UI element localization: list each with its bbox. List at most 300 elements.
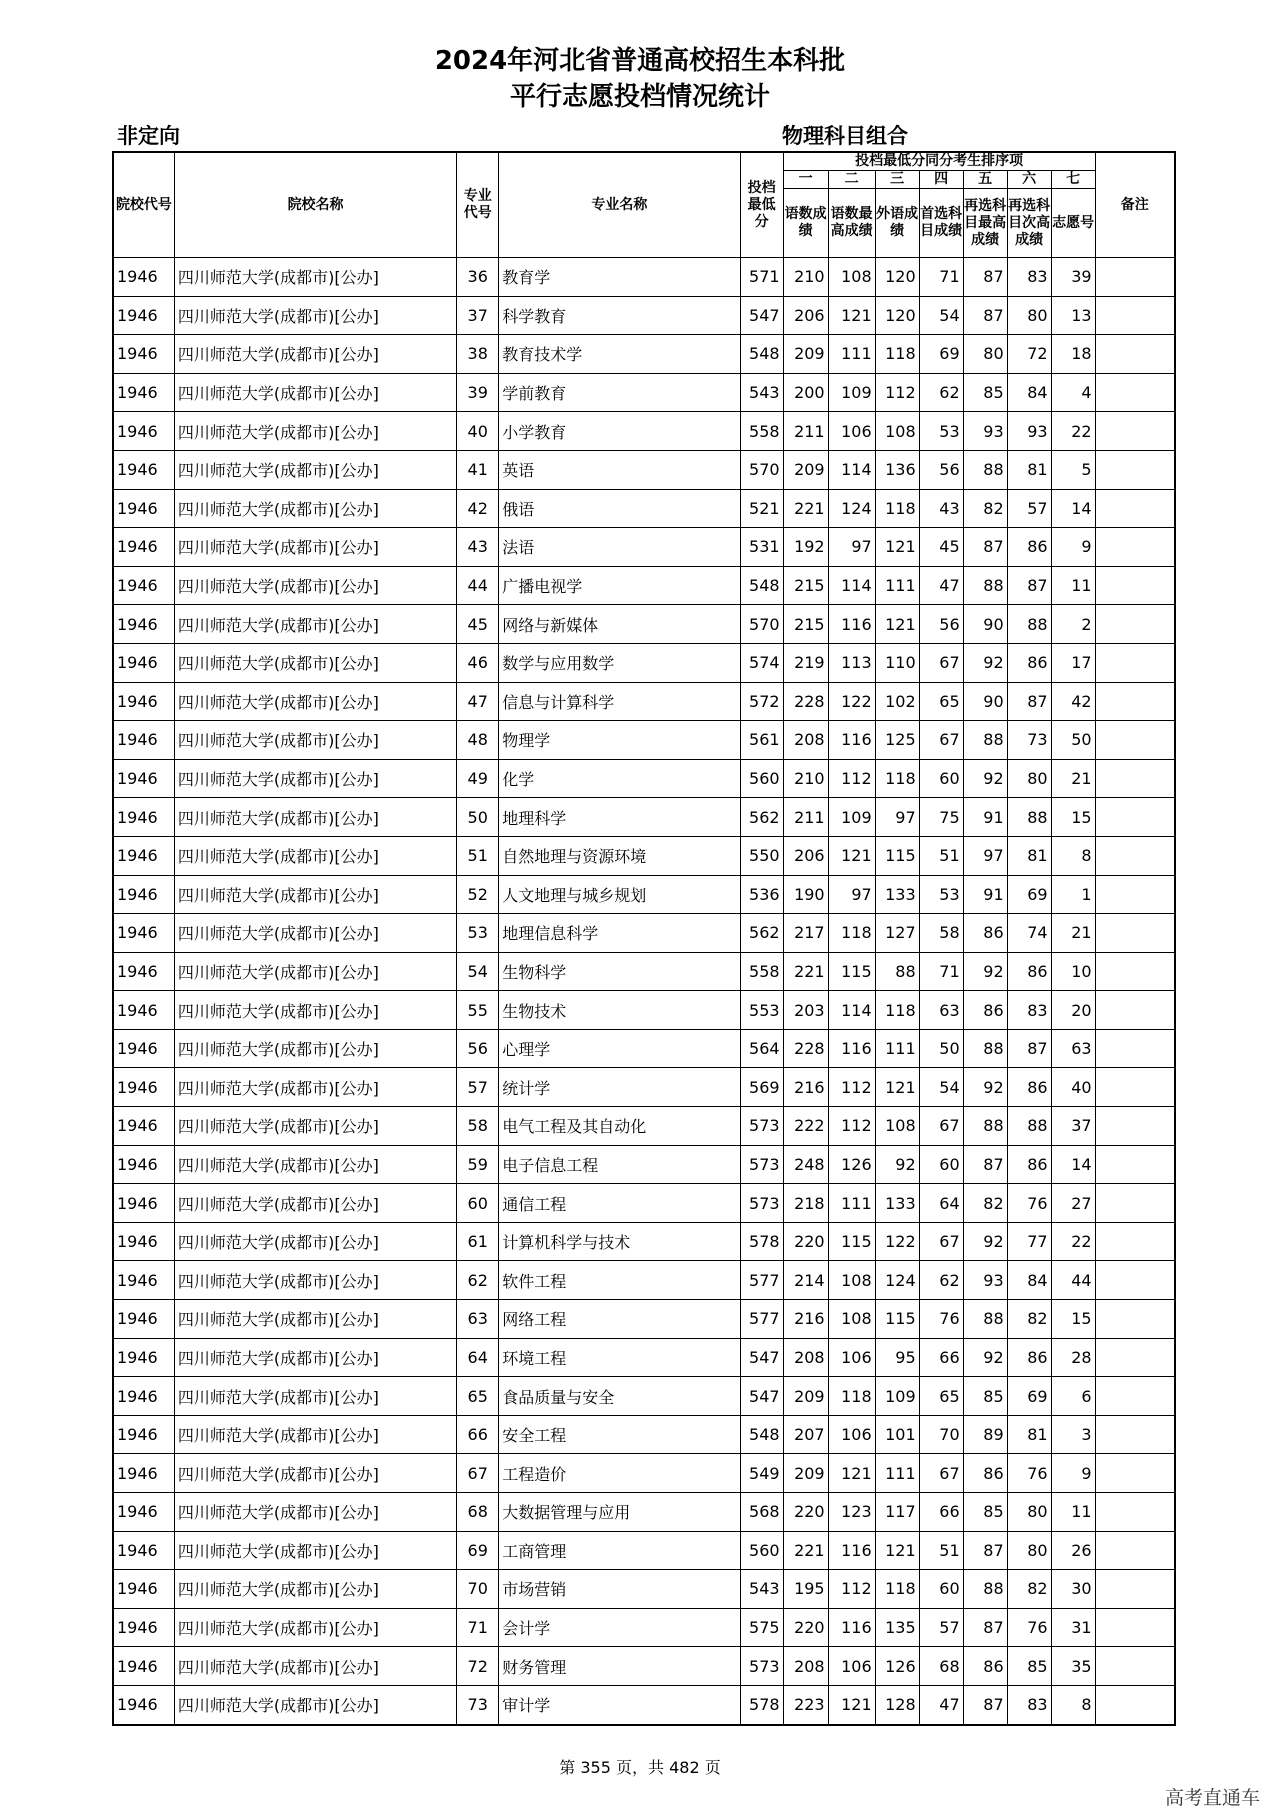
- table-row: [113, 1222, 1175, 1261]
- cell-rank6: 83: [1007, 1685, 1051, 1724]
- cell-rank5: 93: [963, 412, 1007, 451]
- cell-rank5: 88: [963, 1570, 1007, 1609]
- cell-rank7: 15: [1051, 798, 1095, 837]
- table-row: [113, 1608, 1175, 1647]
- cell-rank2: 111: [828, 1184, 875, 1223]
- cell-school-name: 四川师范大学(成都市)[公办]: [174, 566, 456, 605]
- table-row: [113, 643, 1175, 682]
- header-major-code: 专业代号: [457, 152, 499, 258]
- cell-rank4: 62: [919, 373, 963, 412]
- table-row: [113, 605, 1175, 644]
- cell-min-score: 553: [740, 991, 783, 1030]
- cell-rank3: 111: [875, 566, 919, 605]
- cell-rank3: 135: [875, 1608, 919, 1647]
- cell-major-name: 统计学: [499, 1068, 740, 1107]
- cell-rank4: 66: [919, 1338, 963, 1377]
- cell-rank2: 112: [828, 1068, 875, 1107]
- cell-min-score: 548: [740, 335, 783, 374]
- cell-rank1: 208: [783, 1338, 828, 1377]
- cell-rank3: 108: [875, 1107, 919, 1146]
- cell-rank6: 87: [1007, 682, 1051, 721]
- cell-min-score: 558: [740, 952, 783, 991]
- cell-school-name: 四川师范大学(成都市)[公办]: [174, 643, 456, 682]
- cell-rank7: 44: [1051, 1261, 1095, 1300]
- cell-rank7: 35: [1051, 1647, 1095, 1686]
- cell-min-score: 570: [740, 450, 783, 489]
- cell-rank2: 114: [828, 566, 875, 605]
- cell-major-name: 教育技术学: [499, 335, 740, 374]
- cell-school-name: 四川师范大学(成都市)[公办]: [174, 1647, 456, 1686]
- cell-major-name: 工程造价: [499, 1454, 740, 1493]
- cell-school-code: 1946: [113, 605, 174, 644]
- cell-rank5: 85: [963, 1493, 1007, 1532]
- cell-school-code: 1946: [113, 489, 174, 528]
- cell-school-code: 1946: [113, 1145, 174, 1184]
- cell-major-name: 财务管理: [499, 1647, 740, 1686]
- table-row: [113, 1068, 1175, 1107]
- header-rank-group: 投档最低分同分考生排序项: [783, 152, 1095, 171]
- cell-rank2: 97: [828, 875, 875, 914]
- cell-rank1: 192: [783, 528, 828, 567]
- cell-rank1: 215: [783, 566, 828, 605]
- table-row: [113, 1261, 1175, 1300]
- cell-remark: [1095, 605, 1175, 644]
- cell-rank1: 211: [783, 412, 828, 451]
- table-row: [113, 1570, 1175, 1609]
- header-rank-7: 七: [1051, 171, 1095, 189]
- cell-rank5: 88: [963, 450, 1007, 489]
- cell-rank3: 121: [875, 528, 919, 567]
- cell-rank7: 20: [1051, 991, 1095, 1030]
- cell-remark: [1095, 1029, 1175, 1068]
- header-rank-item-7: 志愿号: [1051, 189, 1095, 258]
- cell-rank7: 27: [1051, 1184, 1095, 1223]
- header-rank-4: 四: [919, 171, 963, 189]
- cell-rank5: 89: [963, 1415, 1007, 1454]
- page-title-line2: 平行志愿投档情况统计: [509, 82, 770, 112]
- cell-school-name: 四川师范大学(成都市)[公办]: [174, 1068, 456, 1107]
- cell-school-code: 1946: [113, 1068, 174, 1107]
- cell-rank6: 86: [1007, 643, 1051, 682]
- cell-rank3: 109: [875, 1377, 919, 1416]
- cell-rank2: 116: [828, 1029, 875, 1068]
- cell-major-name: 安全工程: [499, 1415, 740, 1454]
- cell-rank1: 221: [783, 489, 828, 528]
- cell-school-code: 1946: [113, 1107, 174, 1146]
- cell-school-name: 四川师范大学(成都市)[公办]: [174, 914, 456, 953]
- cell-school-name: 四川师范大学(成都市)[公办]: [174, 1338, 456, 1377]
- cell-rank2: 121: [828, 296, 875, 335]
- cell-rank4: 51: [919, 836, 963, 875]
- cell-rank7: 31: [1051, 1608, 1095, 1647]
- cell-rank2: 116: [828, 1531, 875, 1570]
- cell-rank5: 80: [963, 335, 1007, 374]
- cell-rank3: 122: [875, 1222, 919, 1261]
- cell-rank4: 47: [919, 1685, 963, 1724]
- cell-rank6: 76: [1007, 1454, 1051, 1493]
- cell-school-code: 1946: [113, 682, 174, 721]
- cell-school-name: 四川师范大学(成都市)[公办]: [174, 1570, 456, 1609]
- table-row: [113, 798, 1175, 837]
- header-rank-3: 三: [875, 171, 919, 189]
- cell-rank3: 121: [875, 1068, 919, 1107]
- cell-major-code: 62: [457, 1261, 499, 1300]
- cell-min-score: 560: [740, 1531, 783, 1570]
- cell-remark: [1095, 836, 1175, 875]
- cell-major-code: 51: [457, 836, 499, 875]
- cell-rank6: 80: [1007, 1493, 1051, 1532]
- header-major-name: 专业名称: [499, 152, 740, 258]
- cell-remark: [1095, 991, 1175, 1030]
- cell-rank2: 123: [828, 1493, 875, 1532]
- cell-rank5: 92: [963, 1222, 1007, 1261]
- cell-rank3: 118: [875, 335, 919, 374]
- cell-rank4: 65: [919, 1377, 963, 1416]
- cell-rank6: 82: [1007, 1570, 1051, 1609]
- cell-rank6: 57: [1007, 489, 1051, 528]
- cell-school-name: 四川师范大学(成都市)[公办]: [174, 952, 456, 991]
- cell-rank6: 86: [1007, 1338, 1051, 1377]
- cell-major-name: 食品质量与安全: [499, 1377, 740, 1416]
- header-school-code: 院校代号: [113, 152, 174, 258]
- cell-rank4: 60: [919, 1145, 963, 1184]
- cell-rank4: 60: [919, 759, 963, 798]
- header-rank-item-5: 再选科目最高成绩: [963, 189, 1007, 258]
- cell-rank2: 114: [828, 450, 875, 489]
- cell-rank7: 14: [1051, 1145, 1095, 1184]
- cell-rank4: 75: [919, 798, 963, 837]
- cell-rank5: 91: [963, 798, 1007, 837]
- cell-rank2: 97: [828, 528, 875, 567]
- table-row: [113, 258, 1175, 297]
- cell-rank4: 69: [919, 335, 963, 374]
- table-row: [113, 914, 1175, 953]
- header-rank-item-2: 语数最高成绩: [828, 189, 875, 258]
- cell-rank4: 56: [919, 605, 963, 644]
- cell-rank6: 77: [1007, 1222, 1051, 1261]
- cell-rank1: 216: [783, 1300, 828, 1339]
- header-rank-item-6: 再选科目次高成绩: [1007, 189, 1051, 258]
- cell-remark: [1095, 759, 1175, 798]
- cell-rank1: 195: [783, 1570, 828, 1609]
- cell-rank4: 64: [919, 1184, 963, 1223]
- cell-remark: [1095, 1184, 1175, 1223]
- table-row: [113, 1531, 1175, 1570]
- cell-school-code: 1946: [113, 528, 174, 567]
- cell-school-name: 四川师范大学(成都市)[公办]: [174, 991, 456, 1030]
- cell-rank2: 121: [828, 1454, 875, 1493]
- cell-rank1: 218: [783, 1184, 828, 1223]
- table-row: [113, 991, 1175, 1030]
- cell-school-name: 四川师范大学(成都市)[公办]: [174, 1107, 456, 1146]
- table-row: [113, 721, 1175, 760]
- cell-major-name: 英语: [499, 450, 740, 489]
- cell-rank7: 40: [1051, 1068, 1095, 1107]
- cell-major-name: 审计学: [499, 1685, 740, 1724]
- cell-remark: [1095, 721, 1175, 760]
- cell-rank7: 21: [1051, 759, 1095, 798]
- cell-min-score: 578: [740, 1222, 783, 1261]
- cell-major-code: 53: [457, 914, 499, 953]
- cell-rank6: 69: [1007, 875, 1051, 914]
- cell-rank6: 85: [1007, 1647, 1051, 1686]
- cell-rank1: 206: [783, 296, 828, 335]
- cell-rank2: 115: [828, 952, 875, 991]
- cell-min-score: 548: [740, 566, 783, 605]
- cell-rank1: 209: [783, 1377, 828, 1416]
- cell-rank1: 207: [783, 1415, 828, 1454]
- table-row: [113, 759, 1175, 798]
- cell-min-score: 573: [740, 1107, 783, 1146]
- cell-major-code: 49: [457, 759, 499, 798]
- cell-rank6: 93: [1007, 412, 1051, 451]
- cell-rank6: 80: [1007, 759, 1051, 798]
- cell-school-name: 四川师范大学(成都市)[公办]: [174, 489, 456, 528]
- cell-rank4: 71: [919, 952, 963, 991]
- cell-major-code: 60: [457, 1184, 499, 1223]
- cell-min-score: 577: [740, 1300, 783, 1339]
- cell-school-name: 四川师范大学(成都市)[公办]: [174, 1300, 456, 1339]
- cell-major-code: 40: [457, 412, 499, 451]
- cell-major-name: 学前教育: [499, 373, 740, 412]
- cell-major-code: 73: [457, 1685, 499, 1724]
- cell-school-code: 1946: [113, 373, 174, 412]
- cell-rank5: 92: [963, 952, 1007, 991]
- cell-major-name: 自然地理与资源环境: [499, 836, 740, 875]
- table-row: [113, 1300, 1175, 1339]
- cell-major-code: 46: [457, 643, 499, 682]
- cell-rank7: 1: [1051, 875, 1095, 914]
- cell-major-name: 俄语: [499, 489, 740, 528]
- cell-rank4: 50: [919, 1029, 963, 1068]
- header-rank-item-4: 首选科目成绩: [919, 189, 963, 258]
- page-footer: 第 355 页，共 482 页: [559, 1758, 721, 1777]
- cell-rank2: 106: [828, 412, 875, 451]
- cell-school-code: 1946: [113, 412, 174, 451]
- watermark: 高考直通车: [1164, 1787, 1260, 1809]
- cell-rank7: 8: [1051, 1685, 1095, 1724]
- cell-school-name: 四川师范大学(成都市)[公办]: [174, 1261, 456, 1300]
- cell-rank6: 69: [1007, 1377, 1051, 1416]
- cell-rank7: 42: [1051, 682, 1095, 721]
- table-row: [113, 1377, 1175, 1416]
- cell-rank3: 108: [875, 412, 919, 451]
- cell-remark: [1095, 643, 1175, 682]
- cell-rank3: 112: [875, 373, 919, 412]
- cell-rank6: 72: [1007, 335, 1051, 374]
- category-left: 非定向: [117, 124, 180, 148]
- cell-remark: [1095, 1685, 1175, 1724]
- cell-school-code: 1946: [113, 1647, 174, 1686]
- cell-school-name: 四川师范大学(成都市)[公办]: [174, 373, 456, 412]
- cell-min-score: 573: [740, 1145, 783, 1184]
- cell-rank6: 74: [1007, 914, 1051, 953]
- header-school-name: 院校名称: [174, 152, 456, 258]
- cell-major-code: 65: [457, 1377, 499, 1416]
- cell-rank7: 30: [1051, 1570, 1095, 1609]
- cell-rank7: 15: [1051, 1300, 1095, 1339]
- cell-remark: [1095, 1415, 1175, 1454]
- cell-remark: [1095, 1300, 1175, 1339]
- cell-rank7: 11: [1051, 566, 1095, 605]
- cell-major-code: 59: [457, 1145, 499, 1184]
- cell-remark: [1095, 1608, 1175, 1647]
- cell-school-name: 四川师范大学(成都市)[公办]: [174, 1685, 456, 1724]
- table-row: [113, 1493, 1175, 1532]
- cell-rank2: 112: [828, 1570, 875, 1609]
- cell-min-score: 547: [740, 1377, 783, 1416]
- cell-rank4: 57: [919, 1608, 963, 1647]
- cell-rank1: 206: [783, 836, 828, 875]
- cell-school-name: 四川师范大学(成都市)[公办]: [174, 798, 456, 837]
- cell-rank7: 9: [1051, 528, 1095, 567]
- cell-school-name: 四川师范大学(成都市)[公办]: [174, 1029, 456, 1068]
- cell-school-name: 四川师范大学(成都市)[公办]: [174, 296, 456, 335]
- cell-rank6: 81: [1007, 450, 1051, 489]
- cell-school-code: 1946: [113, 914, 174, 953]
- cell-school-code: 1946: [113, 1184, 174, 1223]
- table-row: [113, 836, 1175, 875]
- cell-rank7: 50: [1051, 721, 1095, 760]
- cell-school-code: 1946: [113, 1338, 174, 1377]
- cell-major-name: 信息与计算科学: [499, 682, 740, 721]
- cell-rank2: 108: [828, 1261, 875, 1300]
- cell-rank3: 111: [875, 1454, 919, 1493]
- cell-rank1: 200: [783, 373, 828, 412]
- cell-rank5: 85: [963, 373, 1007, 412]
- cell-rank6: 88: [1007, 1107, 1051, 1146]
- cell-major-code: 68: [457, 1493, 499, 1532]
- cell-school-code: 1946: [113, 450, 174, 489]
- cell-rank5: 93: [963, 1261, 1007, 1300]
- cell-rank3: 101: [875, 1415, 919, 1454]
- cell-min-score: 548: [740, 1415, 783, 1454]
- cell-rank4: 66: [919, 1493, 963, 1532]
- cell-min-score: 574: [740, 643, 783, 682]
- header-rank-1: 一: [783, 171, 828, 189]
- admission-table: [112, 151, 1176, 1726]
- cell-rank3: 125: [875, 721, 919, 760]
- cell-rank2: 108: [828, 258, 875, 297]
- cell-school-name: 四川师范大学(成都市)[公办]: [174, 1222, 456, 1261]
- cell-major-name: 法语: [499, 528, 740, 567]
- cell-rank3: 128: [875, 1685, 919, 1724]
- cell-rank5: 86: [963, 914, 1007, 953]
- cell-rank4: 62: [919, 1261, 963, 1300]
- cell-rank2: 106: [828, 1338, 875, 1377]
- cell-rank2: 109: [828, 373, 875, 412]
- cell-school-code: 1946: [113, 1685, 174, 1724]
- cell-min-score: 561: [740, 721, 783, 760]
- cell-school-code: 1946: [113, 1570, 174, 1609]
- cell-rank3: 127: [875, 914, 919, 953]
- cell-rank1: 222: [783, 1107, 828, 1146]
- cell-rank1: 220: [783, 1493, 828, 1532]
- cell-rank5: 87: [963, 296, 1007, 335]
- cell-rank1: 221: [783, 952, 828, 991]
- cell-rank7: 6: [1051, 1377, 1095, 1416]
- cell-major-code: 52: [457, 875, 499, 914]
- cell-rank4: 58: [919, 914, 963, 953]
- cell-rank3: 115: [875, 836, 919, 875]
- cell-min-score: 572: [740, 682, 783, 721]
- cell-remark: [1095, 1107, 1175, 1146]
- table-row: [113, 1647, 1175, 1686]
- cell-rank3: 118: [875, 991, 919, 1030]
- cell-rank2: 122: [828, 682, 875, 721]
- cell-rank1: 220: [783, 1222, 828, 1261]
- table-row: [113, 450, 1175, 489]
- cell-rank5: 82: [963, 1184, 1007, 1223]
- cell-rank5: 92: [963, 1068, 1007, 1107]
- cell-rank3: 136: [875, 450, 919, 489]
- cell-rank5: 82: [963, 489, 1007, 528]
- header-rank-item-3: 外语成绩: [875, 189, 919, 258]
- cell-rank6: 86: [1007, 952, 1051, 991]
- cell-rank2: 126: [828, 1145, 875, 1184]
- cell-school-code: 1946: [113, 1377, 174, 1416]
- cell-min-score: 577: [740, 1261, 783, 1300]
- cell-major-code: 63: [457, 1300, 499, 1339]
- cell-remark: [1095, 1570, 1175, 1609]
- table-row: [113, 1338, 1175, 1377]
- cell-rank7: 17: [1051, 643, 1095, 682]
- table-row: [113, 412, 1175, 451]
- cell-rank1: 221: [783, 1531, 828, 1570]
- cell-rank5: 97: [963, 836, 1007, 875]
- cell-rank5: 90: [963, 682, 1007, 721]
- cell-remark: [1095, 1068, 1175, 1107]
- cell-remark: [1095, 1454, 1175, 1493]
- cell-school-name: 四川师范大学(成都市)[公办]: [174, 1493, 456, 1532]
- cell-school-code: 1946: [113, 1531, 174, 1570]
- table-row: [113, 373, 1175, 412]
- cell-rank7: 26: [1051, 1531, 1095, 1570]
- cell-rank6: 86: [1007, 528, 1051, 567]
- cell-min-score: 536: [740, 875, 783, 914]
- cell-remark: [1095, 412, 1175, 451]
- cell-rank1: 190: [783, 875, 828, 914]
- cell-rank2: 116: [828, 605, 875, 644]
- cell-rank2: 112: [828, 759, 875, 798]
- cell-rank7: 5: [1051, 450, 1095, 489]
- cell-rank3: 88: [875, 952, 919, 991]
- cell-major-code: 54: [457, 952, 499, 991]
- cell-school-code: 1946: [113, 759, 174, 798]
- table-row: [113, 1685, 1175, 1724]
- cell-school-code: 1946: [113, 643, 174, 682]
- cell-rank2: 118: [828, 914, 875, 953]
- cell-school-name: 四川师范大学(成都市)[公办]: [174, 258, 456, 297]
- cell-min-score: 549: [740, 1454, 783, 1493]
- cell-major-name: 大数据管理与应用: [499, 1493, 740, 1532]
- cell-major-code: 61: [457, 1222, 499, 1261]
- cell-remark: [1095, 1222, 1175, 1261]
- cell-rank6: 84: [1007, 1261, 1051, 1300]
- cell-major-name: 地理科学: [499, 798, 740, 837]
- cell-major-name: 会计学: [499, 1608, 740, 1647]
- cell-rank6: 84: [1007, 373, 1051, 412]
- cell-major-name: 网络工程: [499, 1300, 740, 1339]
- cell-major-name: 网络与新媒体: [499, 605, 740, 644]
- cell-remark: [1095, 1493, 1175, 1532]
- cell-rank7: 4: [1051, 373, 1095, 412]
- cell-rank6: 81: [1007, 1415, 1051, 1454]
- cell-rank1: 208: [783, 1647, 828, 1686]
- cell-rank4: 43: [919, 489, 963, 528]
- cell-major-name: 生物技术: [499, 991, 740, 1030]
- cell-rank2: 118: [828, 1377, 875, 1416]
